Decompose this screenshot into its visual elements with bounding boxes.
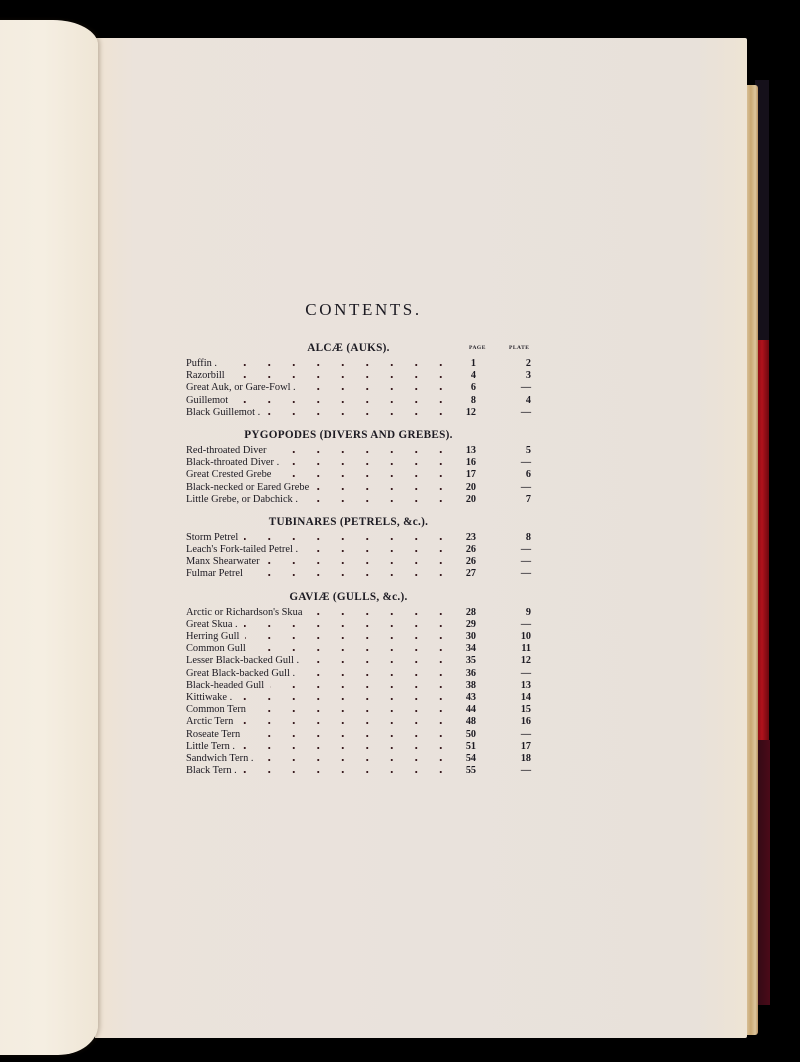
plate-number: 17	[520, 740, 531, 752]
plate-number: 16	[520, 716, 531, 728]
contents-entry	[186, 619, 531, 631]
section-heading: ALCÆ (AUKS).	[307, 342, 390, 354]
dot-leader	[238, 692, 459, 704]
contents-entry	[186, 765, 531, 777]
entry-name: Little Grebe, or Dabchick .	[186, 493, 298, 505]
dot-leader	[305, 655, 459, 667]
section-heading: GAVIÆ (GULLS, &c.).	[289, 590, 408, 603]
contents-entry	[186, 532, 531, 544]
page-title: CONTENTS.	[305, 300, 422, 319]
plate-number: 13	[520, 679, 531, 691]
plate-number: 14	[520, 691, 531, 703]
dot-leader	[239, 716, 459, 728]
plate-number: —	[520, 568, 531, 580]
plate-number: —	[520, 406, 531, 418]
dot-leader	[266, 556, 459, 568]
page-number: 26	[465, 556, 476, 568]
page-number: 28	[465, 606, 476, 618]
plate-number: 4	[525, 394, 531, 406]
page-number: 38	[465, 679, 476, 691]
entry-name: Black-headed Gull	[186, 679, 265, 691]
section-tubinares	[186, 516, 531, 581]
dot-leader	[246, 729, 459, 741]
contents-entry	[186, 358, 531, 370]
plate-number: 15	[520, 704, 531, 716]
page-number: 54	[465, 752, 476, 764]
plate-number: 2	[525, 358, 531, 369]
plate-number: —	[520, 556, 531, 568]
dot-leader	[244, 619, 459, 631]
section-gaviae	[186, 591, 531, 778]
entry-name: Fulmar Petrel	[186, 568, 243, 580]
contents-entry	[186, 395, 531, 407]
page-number: 12	[465, 406, 476, 418]
contents-entry	[186, 741, 531, 753]
contents-entry	[186, 729, 531, 741]
entry-name: Sandwich Tern .	[186, 752, 254, 764]
plate-number: 7	[525, 493, 531, 505]
dot-leader	[252, 643, 459, 655]
section-heading: TUBINARES (PETRELS, &c.).	[268, 515, 429, 528]
dot-leader	[245, 631, 459, 643]
plate-column-header: PLATE	[509, 345, 530, 351]
contents-entry	[186, 753, 531, 765]
entry-name: Puffin .	[186, 358, 217, 369]
contents-entry	[186, 568, 531, 580]
plate-number: 10	[520, 631, 531, 642]
contents-entry	[186, 680, 531, 692]
entry-name: Red-throated Diver	[186, 444, 267, 456]
page-number: 36	[465, 667, 476, 679]
page-number: 23	[465, 531, 476, 543]
page-number: 20	[465, 493, 476, 505]
plate-number: 12	[520, 655, 531, 667]
dot-leader	[241, 741, 459, 753]
page-column-header: PAGE	[469, 345, 486, 351]
dot-leader	[266, 407, 459, 419]
contents-entry	[186, 457, 531, 469]
entry-name: Storm Petrel	[186, 531, 239, 543]
entry-name: Lesser Black-backed Gull .	[186, 655, 300, 667]
entry-name: Little Tern .	[186, 740, 235, 752]
dot-leader	[304, 544, 459, 556]
plate-number: —	[520, 544, 531, 556]
contents-entry	[186, 643, 531, 655]
left-page-curl	[0, 20, 98, 1055]
contents-entry	[186, 445, 531, 457]
section-pygopodes	[186, 429, 531, 506]
contents-entry	[186, 655, 531, 667]
entry-name: Arctic Tern	[186, 716, 234, 728]
page-number: 30	[465, 631, 476, 642]
entry-name: Great Auk, or Gare-Fowl .	[186, 382, 296, 394]
plate-number: —	[520, 382, 531, 394]
dot-leader	[259, 753, 459, 765]
contents-entry	[186, 716, 531, 728]
entry-name: Common Gull	[186, 643, 246, 655]
dot-leader	[304, 494, 459, 506]
entry-name: Herring Gull	[186, 631, 240, 642]
dot-leader	[285, 457, 459, 469]
contents-entry	[186, 631, 531, 643]
entry-list	[186, 358, 531, 419]
entry-name: Black-throated Diver .	[186, 457, 280, 469]
entry-name: Razorbill	[186, 370, 225, 382]
contents-entry	[186, 544, 531, 556]
section-alcae	[186, 342, 531, 419]
plate-number: 18	[520, 752, 531, 764]
dot-leader	[243, 765, 459, 777]
plate-number: 11	[521, 643, 531, 655]
plate-number: 3	[525, 370, 531, 382]
section-heading: PYGOPODES (DIVERS AND GREBES).	[244, 428, 453, 441]
entry-name: Great Skua .	[186, 618, 238, 630]
dot-leader	[249, 568, 459, 580]
contents-entry	[186, 494, 531, 506]
contents-entry	[186, 607, 531, 619]
dot-leader	[270, 680, 459, 692]
page-number: 16	[465, 457, 476, 469]
contents-entry	[186, 704, 531, 716]
contents-page	[186, 300, 531, 777]
page-number: 1	[470, 358, 476, 369]
page-number: 50	[465, 728, 476, 740]
section-heading-row	[186, 342, 531, 358]
contents-entry	[186, 407, 531, 419]
plate-number: —	[520, 667, 531, 679]
section-heading-row	[186, 591, 531, 607]
contents-entry	[186, 692, 531, 704]
page-number: 34	[465, 643, 476, 655]
page-number: 8	[470, 394, 476, 406]
entry-list	[186, 607, 531, 778]
page-number: 44	[465, 704, 476, 716]
page-number: 43	[465, 691, 476, 703]
page-number: 17	[465, 469, 476, 481]
plate-number: —	[520, 765, 531, 777]
entry-name: Roseate Tern	[186, 728, 241, 740]
dot-leader	[223, 358, 459, 370]
page-number: 6	[470, 382, 476, 394]
entry-name: Kittiwake .	[186, 691, 233, 703]
entry-name: Black-necked or Eared Grebe	[186, 481, 310, 493]
entry-name: Great Black-backed Gull .	[186, 667, 296, 679]
entry-name: Black Tern .	[186, 765, 237, 777]
contents-entry	[186, 469, 531, 481]
entry-name: Leach's Fork-tailed Petrel .	[186, 544, 299, 556]
page-number: 26	[465, 544, 476, 556]
page-number: 35	[465, 655, 476, 667]
plate-number: —	[520, 457, 531, 469]
dot-leader	[302, 382, 459, 394]
dot-leader	[301, 668, 459, 680]
contents-entry	[186, 382, 531, 394]
dot-leader	[315, 482, 459, 494]
entry-name: Manx Shearwater	[186, 556, 260, 568]
dot-leader	[277, 469, 459, 481]
plate-number: —	[520, 618, 531, 630]
page-number: 55	[465, 765, 476, 777]
contents-entry	[186, 482, 531, 494]
entry-name: Black Guillemot .	[186, 406, 261, 418]
plate-number: —	[520, 481, 531, 493]
page-number: 48	[465, 716, 476, 728]
page-number: 29	[465, 618, 476, 630]
page-number: 13	[465, 444, 476, 456]
plate-number: —	[520, 728, 531, 740]
dot-leader	[273, 445, 459, 457]
dot-leader	[252, 704, 459, 716]
entry-name: Guillemot	[186, 394, 229, 406]
entry-name: Great Crested Grebe	[186, 469, 272, 481]
plate-number: 5	[525, 444, 531, 456]
section-heading-row	[186, 429, 531, 445]
page-number: 51	[465, 740, 476, 752]
contents-entry	[186, 668, 531, 680]
dot-leader	[308, 607, 459, 619]
section-heading-row	[186, 516, 531, 532]
contents-entry	[186, 556, 531, 568]
page-number: 20	[465, 481, 476, 493]
entry-list	[186, 532, 531, 581]
page-number: 27	[465, 568, 476, 580]
dot-leader	[234, 395, 459, 407]
entry-name: Arctic or Richardson's Skua	[186, 606, 303, 618]
plate-number: 9	[525, 606, 531, 618]
dot-leader	[231, 370, 459, 382]
entry-name: Common Tern	[186, 704, 246, 716]
contents-entry	[186, 370, 531, 382]
plate-number: 8	[525, 531, 531, 543]
dot-leader	[244, 532, 459, 544]
page-number: 4	[470, 370, 476, 382]
entry-list	[186, 445, 531, 506]
plate-number: 6	[525, 469, 531, 481]
